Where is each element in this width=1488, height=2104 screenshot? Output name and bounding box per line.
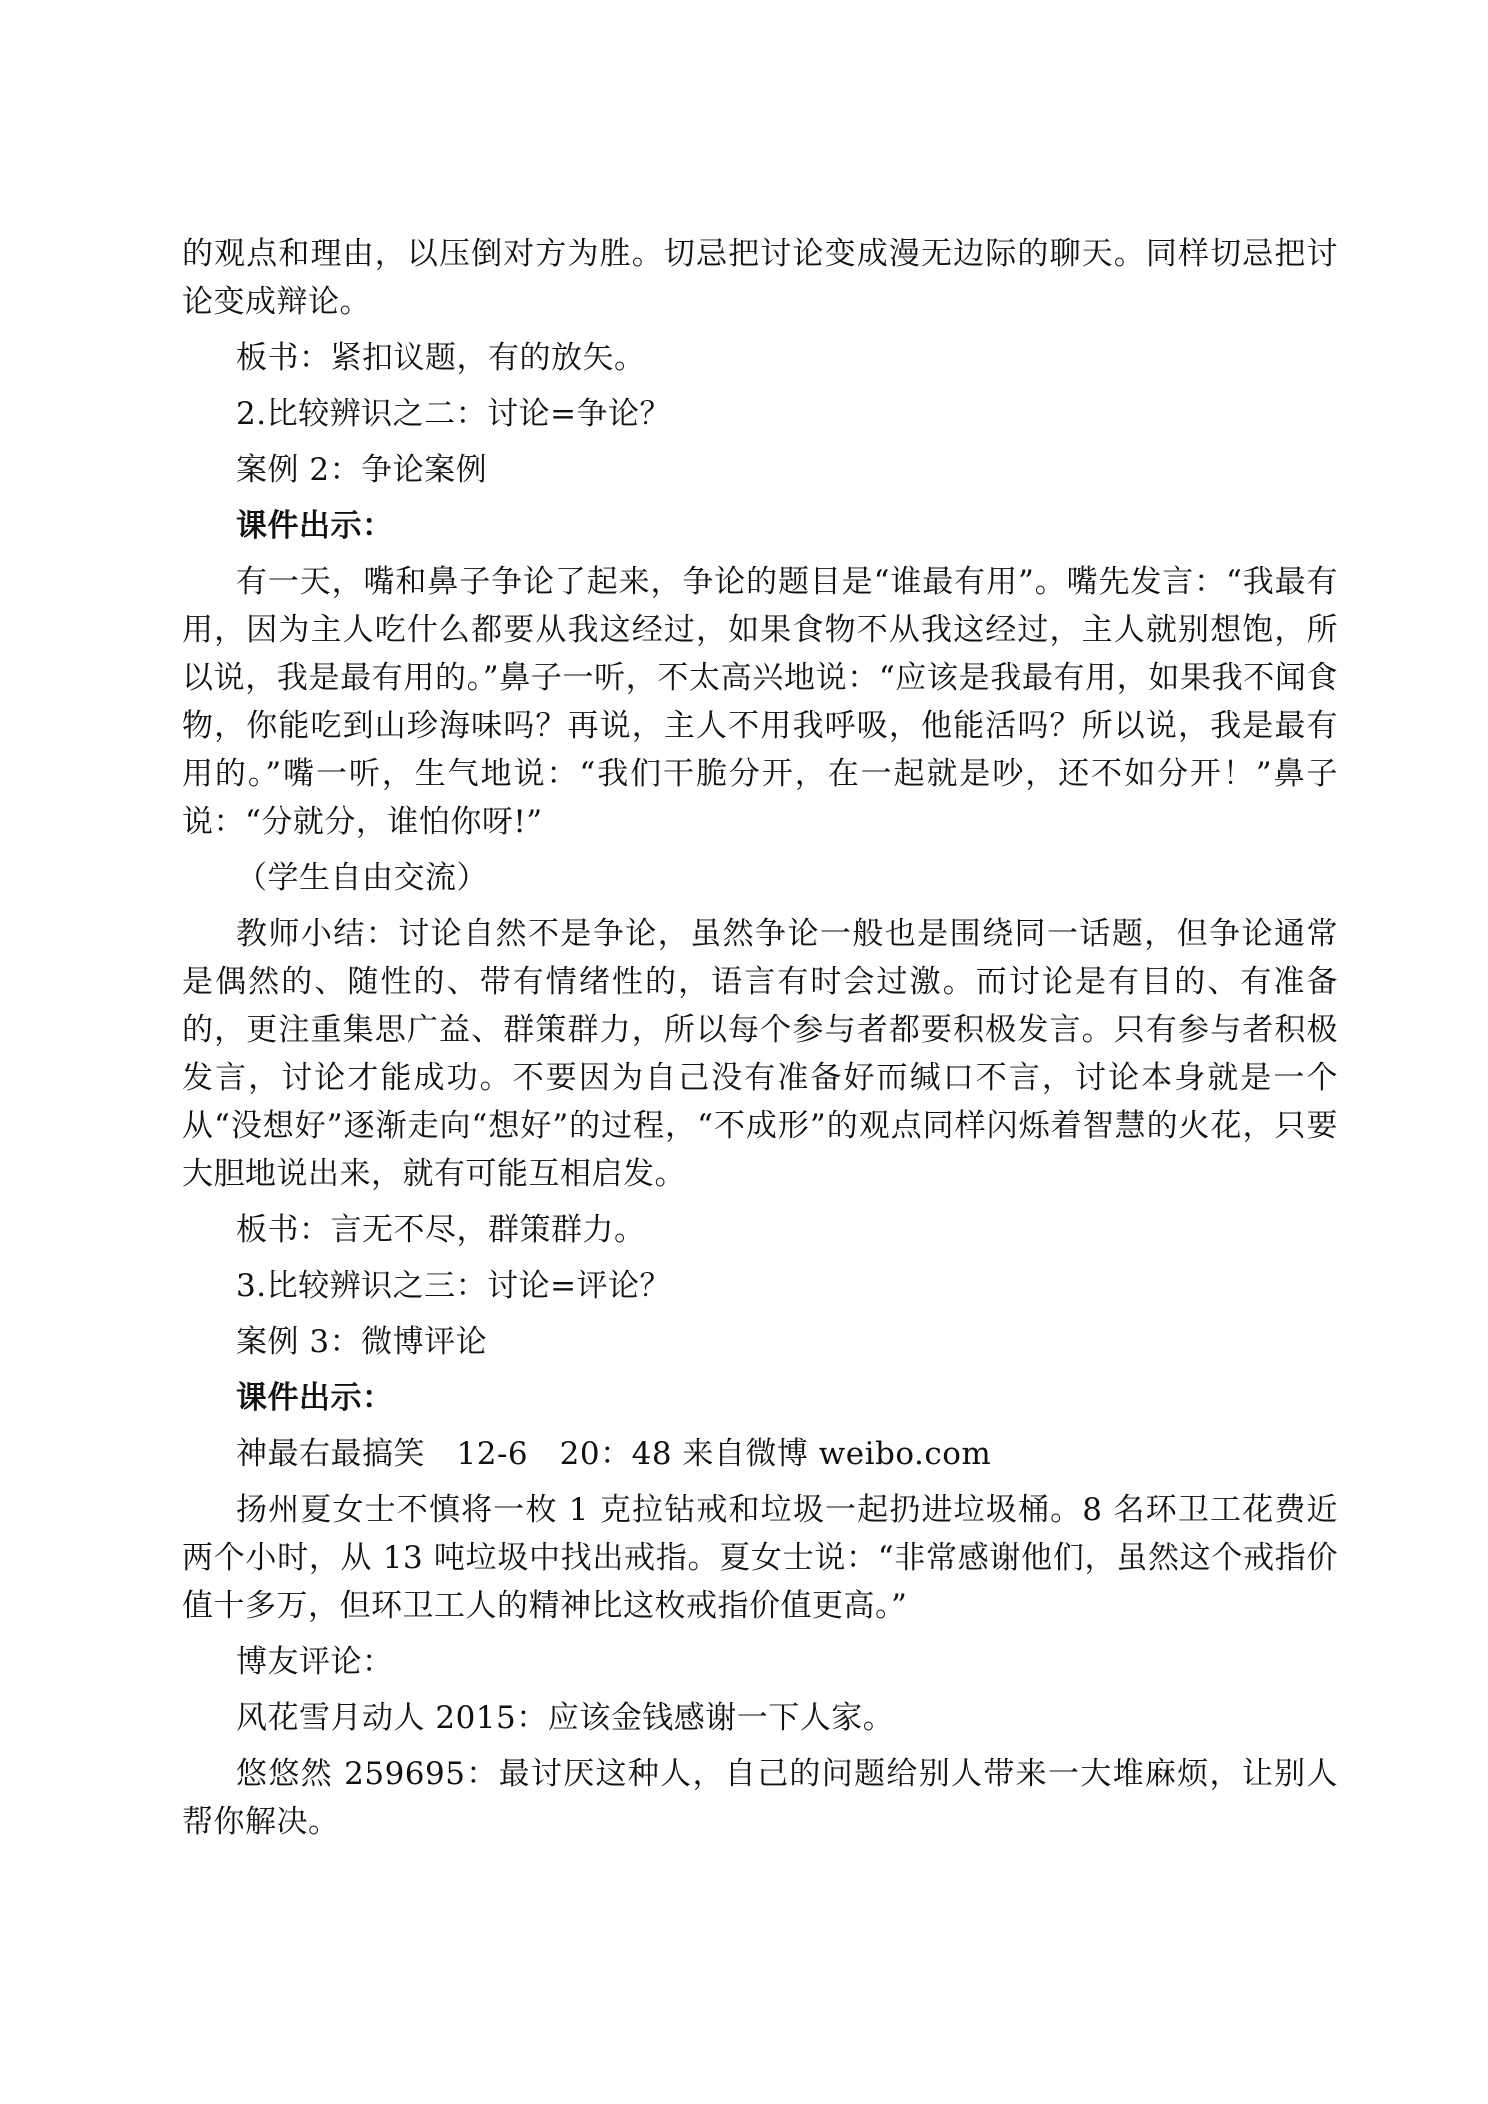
paragraph-teacher-summary: 教师小结：讨论自然不是争论，虽然争论一般也是围绕同一话题，但争论通常是偶然的、随性的、带有情绪性的，语言有时会过激。而讨论是有目的、有准备的，更注重集思广益、群策群力，所以每个参与者都要积极发言。只有参与者积极发言，讨论才能成功。不要因为自己没有准备好而缄口不言，讨论本身就是一个从“没想好”逐渐走向“想好”的过程，“不成形”的观点同样闪烁着智慧的火花，只要大胆地说出来，就有可能互相启发。: [182, 916, 1338, 1192]
paragraph-weibo-source: 神最右最搞笑 12-6 20：48 来自微博 weibo.com: [236, 1436, 992, 1472]
document-page: [182, 230, 1338, 1846]
paragraph-courseware-label-2: 课件出示：: [236, 1380, 394, 1416]
paragraph-discussion-rules-continued: 的观点和理由，以压倒对方为胜。切忌把讨论变成漫无边际的聊天。同样切忌把讨论变成辩论。: [182, 236, 1338, 320]
heading-comparison-3: 3.比较辨识之三：讨论=评论？: [236, 1268, 672, 1304]
paragraph-board-note-2: 板书：言无不尽，群策群力。: [236, 1212, 646, 1248]
paragraph-case-3-title: 案例 3：微博评论: [236, 1324, 488, 1360]
paragraph-student-exchange: （学生自由交流）: [236, 860, 488, 896]
paragraph-courseware-label-1: 课件出示：: [236, 508, 394, 544]
paragraph-case-2-title: 案例 2：争论案例: [236, 452, 488, 488]
heading-comparison-2: 2.比较辨识之二：讨论=争论？: [236, 396, 672, 432]
paragraph-weibo-story: 扬州夏女士不慎将一枚 1 克拉钻戒和垃圾一起扔进垃圾桶。8 名环卫工花费近两个小时，从 13 吨垃圾中找出戒指。夏女士说：“非常感谢他们，虽然这个戒指价值十多万，但环卫工人的精神比这枚戒指价值更高。”: [182, 1492, 1338, 1624]
paragraph-comments-label: 博友评论：: [236, 1644, 394, 1680]
paragraph-mouth-nose-story: 有一天，嘴和鼻子争论了起来，争论的题目是“谁最有用”。嘴先发言：“我最有用，因为主人吃什么都要从我这经过，如果食物不从我这经过，主人就别想饱，所以说，我是最有用的。”鼻子一听，不太高兴地说：“应该是我最有用，如果我不闻食物，你能吃到山珍海味吗？再说，主人不用我呼吸，他能活吗？所以说，我是最有用的。”嘴一听，生气地说：“我们干脆分开，在一起就是吵，还不如分开！”鼻子说：“分就分，谁怕你呀!”: [182, 564, 1338, 840]
paragraph-board-note-1: 板书：紧扣议题，有的放矢。: [236, 340, 646, 376]
paragraph-comment-2: 悠悠然 259695：最讨厌这种人，自己的问题给别人带来一大堆麻烦，让别人帮你解决。: [182, 1756, 1338, 1840]
paragraph-comment-1: 风花雪月动人 2015：应该金钱感谢一下人家。: [236, 1700, 895, 1736]
